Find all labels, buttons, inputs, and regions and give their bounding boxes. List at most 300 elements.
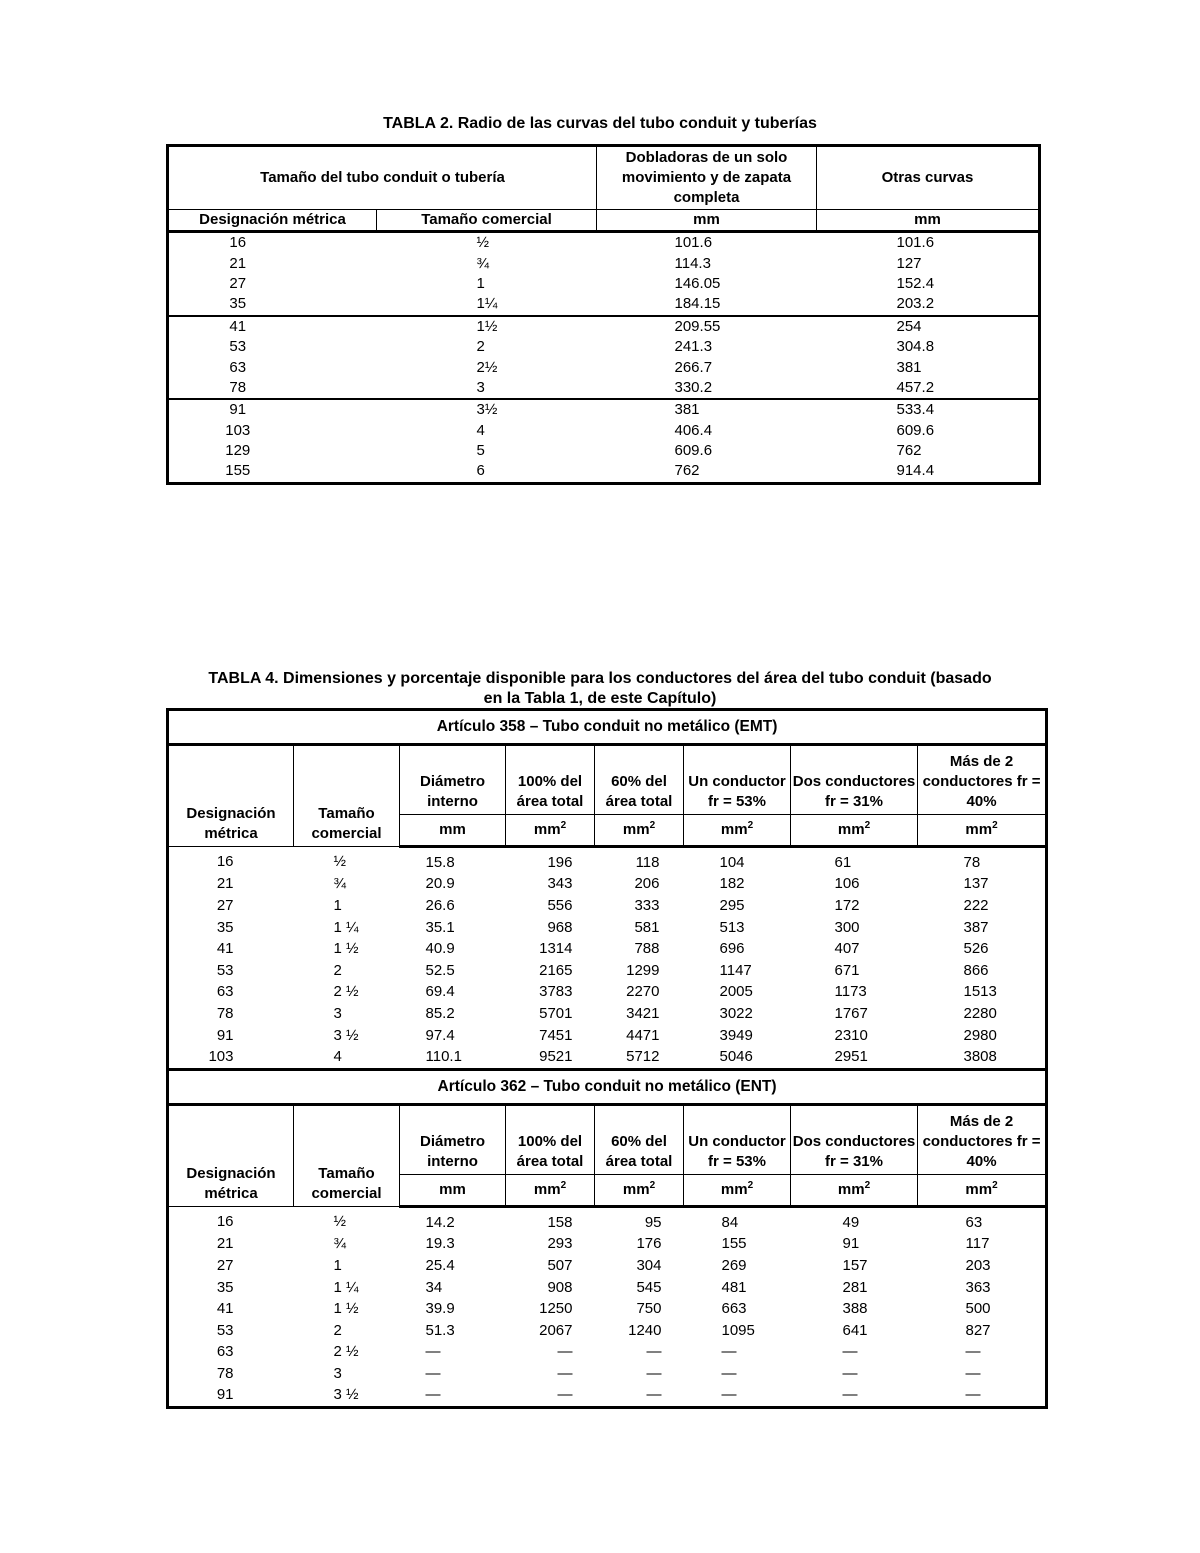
tabla4-un-conductor-cell: 182	[719, 875, 745, 893]
tabla4-un-conductor-cell: 84	[721, 1213, 739, 1231]
tabla4-area60-cell: 304	[636, 1256, 662, 1274]
tabla2-designacion-cell: 103	[225, 421, 251, 439]
tabla2-row	[168, 232, 1040, 254]
tabla4-mas-conductores-cell: 2280	[963, 1004, 997, 1022]
tabla2-dobladoras-cell: 209.55	[674, 317, 721, 335]
tabla4-diametro-cell: —	[425, 1386, 441, 1404]
tabla4-header-area60: 60% del área total	[595, 745, 684, 815]
tabla2-comercial-cell: 2	[476, 338, 485, 356]
tabla4-dos-conductores-cell: 388	[842, 1300, 868, 1318]
tabla4-area100-cell: 158	[547, 1213, 573, 1231]
tabla4-unit-mm: mm	[400, 815, 506, 847]
tabla2-row	[168, 337, 1040, 357]
unit-text: mm	[837, 1180, 865, 1198]
tabla4-designacion-cell: 35	[216, 918, 234, 936]
tabla4-area100-cell: 9521	[539, 1048, 573, 1066]
tabla4-dos-conductores-cell: 106	[834, 875, 860, 893]
tabla4-mas-conductores-cell: 203	[965, 1256, 991, 1274]
tabla4-unit-mm2	[595, 815, 684, 847]
tabla2-comercial-cell: 5	[476, 442, 485, 460]
unit-text: mm	[965, 821, 993, 838]
tabla2-dobladoras-cell: 762	[674, 462, 700, 480]
tabla4-header-diametro: Diámetro interno	[400, 1104, 506, 1174]
tabla4-comercial-cell: ¾	[333, 1235, 347, 1253]
tabla4-un-conductor-cell: 2005	[719, 983, 753, 1001]
tabla4-section-row	[168, 1069, 1047, 1104]
tabla4-area60-cell: 333	[634, 896, 660, 914]
tabla4-header-row	[168, 745, 1047, 815]
tabla2-dobladoras-cell: 266.7	[674, 358, 713, 376]
tabla2-row	[168, 253, 1040, 273]
tabla4-designacion-cell: 41	[216, 940, 234, 958]
tabla4-comercial-cell: 1 ¼	[333, 1278, 359, 1296]
tabla2-body	[168, 232, 1040, 484]
tabla2-otras-cell: 254	[896, 317, 922, 335]
tabla4-area100-cell: 5701	[539, 1004, 573, 1022]
tabla4-area60-cell: 206	[634, 875, 660, 893]
unit-text: mm	[533, 1180, 561, 1198]
tabla4-diametro-cell: 39.9	[425, 1300, 455, 1318]
tabla4-title-line2: en la Tabla 1, de este Capítulo)	[483, 690, 717, 707]
tabla4-row	[168, 1320, 1047, 1342]
tabla4-title	[160, 669, 1040, 709]
tabla4-header-dos-conductores: Dos conductores fr = 31%	[791, 745, 918, 815]
tabla4-dos-conductores-cell: 172	[834, 896, 860, 914]
tabla4-designacion-cell: 78	[216, 1364, 234, 1382]
tabla4-area60-cell: 788	[634, 940, 660, 958]
tabla2-dobladoras-cell: 406.4	[674, 421, 713, 439]
tabla4-dos-conductores-cell: 157	[842, 1256, 868, 1274]
tabla4-row	[168, 1234, 1047, 1256]
tabla4-diametro-cell: 110.1	[425, 1048, 462, 1066]
tabla2-designacion-cell: 78	[168, 378, 377, 399]
tabla4-dos-conductores-cell: 281	[842, 1278, 868, 1296]
tabla2-row	[168, 316, 1040, 337]
tabla4-area100-cell: —	[557, 1364, 573, 1382]
tabla2-header-comercial: Tamaño comercial	[377, 210, 597, 232]
tabla4-mas-conductores-cell: 500	[965, 1300, 991, 1318]
tabla2-comercial-cell: 4	[476, 421, 485, 439]
tabla4-comercial-cell: 2 ½	[333, 983, 359, 1001]
unit-exponent: 2	[560, 1179, 567, 1191]
tabla2-dobladoras-cell: 330.2	[597, 378, 817, 399]
tabla4-header-un-conductor: Un conductor fr = 53%	[684, 1104, 791, 1174]
unit-exponent: 2	[560, 820, 567, 831]
tabla4-area100-cell: 1250	[539, 1300, 573, 1318]
tabla2-row	[168, 357, 1040, 377]
tabla4-unit-mm2	[918, 1174, 1047, 1206]
tabla2-comercial-cell: 1¼	[377, 294, 597, 315]
tabla2-row	[168, 378, 1040, 399]
tabla4-comercial-cell: ¾	[333, 875, 347, 893]
tabla4-body	[168, 710, 1047, 1408]
unit-text: mm	[837, 821, 865, 838]
tabla2-designacion-cell: 155	[225, 462, 251, 480]
tabla4-mas-conductores-cell: 78	[963, 853, 981, 871]
tabla4-area60-cell: 95	[644, 1213, 662, 1231]
tabla4-mas-conductores-cell: —	[965, 1364, 981, 1382]
tabla4-area100-cell: 343	[547, 875, 573, 893]
tabla4-row	[168, 1277, 1047, 1299]
tabla4-area100-cell: 1314	[539, 940, 573, 958]
tabla4-unit-mm2	[791, 1174, 918, 1206]
tabla4-designacion-cell: 16	[216, 1213, 234, 1231]
tabla4-header-area100: 100% del área total	[506, 1104, 595, 1174]
tabla4-comercial-cell: ½	[333, 853, 347, 871]
tabla4-header-diametro: Diámetro interno	[400, 745, 506, 815]
tabla4-designacion-cell: 16	[216, 853, 234, 871]
tabla2-comercial-cell: ¾	[476, 254, 490, 272]
unit-text: mm	[965, 1180, 993, 1198]
tabla4-diametro-cell: 40.9	[425, 940, 455, 958]
unit-exponent: 2	[864, 820, 871, 831]
tabla4-dos-conductores-cell: 1767	[834, 1004, 868, 1022]
tabla4-unit-mm2	[791, 815, 918, 847]
tabla4-area100-cell: 2067	[539, 1321, 573, 1339]
tabla4-designacion-cell: 35	[216, 1278, 234, 1296]
tabla4-mas-conductores-cell: 526	[963, 940, 989, 958]
tabla4-row	[168, 874, 1047, 896]
tabla4-area60-cell: 4471	[626, 1026, 660, 1044]
tabla4-diametro-cell: 35.1	[425, 918, 455, 936]
tabla2-header-mm-otras: mm	[817, 210, 1040, 232]
tabla2-row	[168, 294, 1040, 315]
tabla2-comercial-cell: 1	[476, 274, 485, 292]
tabla4-area100-cell: 2165	[539, 961, 573, 979]
tabla4-diametro-cell: 85.2	[425, 1004, 455, 1022]
tabla2-dobladoras-cell: 114.3	[674, 254, 711, 272]
tabla4-mas-conductores-cell: 387	[963, 918, 989, 936]
tabla4-section-row	[168, 710, 1047, 745]
tabla2-table	[166, 144, 1041, 485]
tabla4-designacion-cell: 53	[216, 961, 234, 979]
tabla4-designacion-cell: 53	[216, 1321, 234, 1339]
tabla4-row	[168, 1046, 1047, 1069]
tabla2-otras-cell: 609.6	[896, 421, 935, 439]
tabla4-comercial-cell: 2 ½	[333, 1343, 359, 1361]
tabla4-area100-cell: 556	[547, 896, 573, 914]
tabla4-comercial-cell: 3 ½	[333, 1026, 359, 1044]
tabla4-header-comercial: Tamaño comercial	[294, 745, 400, 847]
tabla4-comercial-cell: 1 ½	[333, 1300, 359, 1318]
tabla4-dos-conductores-cell: 61	[834, 853, 852, 871]
tabla4-dos-conductores-cell: 641	[842, 1321, 868, 1339]
tabla4-dos-conductores-cell: —	[842, 1343, 858, 1361]
tabla4-comercial-cell: 2	[333, 961, 342, 979]
tabla4-header-area60: 60% del área total	[595, 1104, 684, 1174]
tabla4-un-conductor-cell: 269	[721, 1256, 747, 1274]
tabla4-row	[168, 982, 1047, 1004]
tabla4-row	[168, 895, 1047, 917]
tabla4-un-conductor-cell: 1095	[721, 1321, 755, 1339]
tabla4-un-conductor-cell: 3022	[719, 1004, 753, 1022]
tabla2-designacion-cell: 41	[229, 317, 247, 335]
tabla4-unit-mm2	[684, 1174, 791, 1206]
tabla4-dos-conductores-cell: 49	[842, 1213, 860, 1231]
unit-text: mm	[622, 821, 650, 838]
tabla4-dos-conductores-cell: 2310	[834, 1026, 868, 1044]
unit-text: mm	[720, 1180, 748, 1198]
tabla2-dobladoras-cell: 241.3	[674, 338, 713, 356]
tabla4-area100-cell: 507	[547, 1256, 573, 1274]
tabla2-header-designacion: Designación métrica	[168, 210, 377, 232]
tabla4-mas-conductores-cell: 866	[963, 961, 989, 979]
tabla2-designacion-cell: 129	[225, 442, 251, 460]
tabla4-comercial-cell: 3	[333, 1004, 342, 1022]
tabla4-section-title: Artículo 362 – Tubo conduit no metálico (ENT)	[168, 1069, 1047, 1104]
unit-exponent: 2	[864, 1179, 871, 1191]
tabla2-row	[168, 441, 1040, 461]
tabla2-comercial-cell: 2½	[476, 358, 498, 376]
tabla4-mas-conductores-cell: 2980	[963, 1026, 997, 1044]
tabla4-un-conductor-cell: —	[721, 1343, 737, 1361]
tabla4-area100-cell: —	[557, 1343, 573, 1361]
tabla2-designacion-cell: 53	[229, 338, 247, 356]
tabla4-table	[166, 708, 1048, 1409]
tabla4-diametro-cell: 25.4	[425, 1256, 455, 1274]
tabla4-un-conductor-cell: —	[721, 1386, 737, 1404]
tabla4-un-conductor-cell: 481	[721, 1278, 747, 1296]
tabla4-mas-conductores-cell: 827	[965, 1321, 991, 1339]
tabla4-unit-mm2	[595, 1174, 684, 1206]
tabla4-dos-conductores-cell: 300	[834, 918, 860, 936]
tabla4-dos-conductores-cell: 671	[834, 961, 860, 979]
tabla2-comercial-cell: ½	[476, 234, 490, 252]
tabla4-comercial-cell: 4	[333, 1048, 342, 1066]
tabla2-header-otras: Otras curvas	[817, 146, 1040, 210]
tabla4-mas-conductores-cell: 1513	[963, 983, 997, 1001]
unit-exponent: 2	[992, 820, 998, 831]
tabla4-mas-conductores-cell: 222	[963, 896, 989, 914]
tabla4-diametro-cell: —	[425, 1364, 441, 1382]
tabla4-dos-conductores-cell: 1173	[834, 983, 867, 1001]
tabla4-area60-cell: —	[646, 1364, 662, 1382]
tabla4-header-row	[168, 1104, 1047, 1174]
tabla4-area60-cell: —	[646, 1343, 662, 1361]
tabla4-area60-cell: 176	[636, 1235, 662, 1253]
tabla4-designacion-cell: 27	[216, 896, 234, 914]
unit-text: mm	[533, 821, 561, 838]
tabla4-un-conductor-cell: 5046	[719, 1048, 753, 1066]
tabla4-diametro-cell: —	[425, 1343, 441, 1361]
tabla4-row	[168, 1298, 1047, 1320]
tabla2-designacion-cell: 21	[229, 254, 247, 272]
tabla2-otras-cell: 203.2	[817, 294, 1040, 315]
tabla2-designacion-cell: 63	[229, 358, 247, 376]
tabla2-header-dobladoras: Dobladoras de un solo movimiento y de zapata completa	[597, 146, 817, 210]
tabla4-area60-cell: 1299	[626, 961, 660, 979]
tabla4-un-conductor-cell: 295	[719, 896, 745, 914]
tabla4-diametro-cell: 51.3	[425, 1321, 455, 1339]
tabla4-row	[168, 1255, 1047, 1277]
unit-exponent: 2	[649, 1179, 656, 1191]
tabla2-dobladoras-cell: 101.6	[674, 234, 713, 252]
tabla4-header-mas-conductores: Más de 2 conductores fr = 40%	[918, 1104, 1047, 1174]
tabla4-dos-conductores-cell: 2951	[834, 1048, 868, 1066]
tabla4-header-dos-conductores: Dos conductores fr = 31%	[791, 1104, 918, 1174]
tabla4-dos-conductores-cell: —	[842, 1364, 858, 1382]
tabla4-comercial-cell: 3	[333, 1364, 342, 1382]
tabla2-otras-cell: 127	[896, 254, 922, 272]
unit-exponent: 2	[747, 820, 754, 831]
unit-text: mm	[720, 821, 748, 838]
tabla2-designacion-cell: 91	[229, 401, 247, 419]
tabla4-diametro-cell: 34	[425, 1278, 443, 1296]
tabla2-dobladoras-cell: 184.15	[597, 294, 817, 315]
tabla4-diametro-cell: 97.4	[425, 1026, 455, 1044]
unit-exponent: 2	[992, 1179, 998, 1191]
tabla4-area60-cell: 2270	[626, 983, 660, 1001]
tabla4-diametro-cell: 15.8	[425, 853, 455, 871]
tabla2-dobladoras-cell: 381	[674, 401, 700, 419]
tabla2-header-mm-dobladoras: mm	[597, 210, 817, 232]
tabla4-area60-cell: 581	[634, 918, 660, 936]
tabla2-row	[168, 399, 1040, 420]
tabla4-diametro-cell: 52.5	[425, 961, 455, 979]
tabla4-mas-conductores-cell: 3808	[963, 1048, 997, 1066]
tabla2-designacion-cell: 35	[168, 294, 377, 315]
tabla4-row	[168, 1363, 1047, 1385]
tabla4-row	[168, 1025, 1047, 1047]
tabla4-designacion-cell: 91	[216, 1386, 234, 1404]
tabla2-row	[168, 421, 1040, 441]
tabla4-comercial-cell: 1	[333, 896, 342, 914]
tabla4-unit-mm2	[506, 815, 595, 847]
tabla4-header-area100: 100% del área total	[506, 745, 595, 815]
tabla4-area100-cell: 908	[547, 1278, 573, 1296]
tabla4-mas-conductores-cell: 137	[963, 875, 989, 893]
tabla4-area100-cell: 3783	[539, 983, 573, 1001]
tabla4-title-line1: TABLA 4. Dimensiones y porcentaje disponible para los conductores del área del tubo conduit (basado	[208, 670, 992, 687]
tabla2-dobladoras-cell: 146.05	[674, 274, 721, 292]
tabla4-designacion-cell: 27	[216, 1256, 234, 1274]
unit-text: mm	[622, 1180, 650, 1198]
tabla4-designacion-cell: 41	[216, 1300, 234, 1318]
tabla4-section-title: Artículo 358 – Tubo conduit no metálico (EMT)	[168, 710, 1047, 745]
tabla2-otras-cell: 101.6	[896, 234, 935, 252]
tabla4-header-un-conductor: Un conductor fr = 53%	[684, 745, 791, 815]
tabla4-designacion-cell: 103	[208, 1048, 234, 1066]
tabla4-area100-cell: 968	[547, 918, 573, 936]
tabla4-area60-cell: 118	[635, 853, 660, 871]
tabla4-area100-cell: 196	[547, 853, 573, 871]
tabla4-mas-conductores-cell: —	[965, 1343, 981, 1361]
tabla4-row	[168, 960, 1047, 982]
unit-exponent: 2	[747, 1179, 754, 1191]
tabla4-area100-cell: 293	[547, 1235, 573, 1253]
tabla4-un-conductor-cell: 155	[721, 1235, 747, 1253]
tabla4-dos-conductores-cell: 407	[834, 940, 860, 958]
tabla4-mas-conductores-cell: —	[965, 1386, 981, 1404]
tabla4-header-comercial: Tamaño comercial	[294, 1104, 400, 1206]
tabla4-designacion-cell: 63	[216, 983, 234, 1001]
tabla2-header-tamano: Tamaño del tubo conduit o tubería	[168, 146, 597, 210]
tabla4-comercial-cell: 1 ¼	[333, 918, 359, 936]
tabla2-row	[168, 274, 1040, 294]
tabla4-unit-mm2	[684, 815, 791, 847]
tabla2-comercial-cell: 3½	[476, 401, 498, 419]
tabla4-header-mas-conductores: Más de 2 conductores fr = 40%	[918, 745, 1047, 815]
tabla4-dos-conductores-cell: —	[842, 1386, 858, 1404]
tabla2-designacion-cell: 27	[229, 274, 247, 292]
tabla4-diametro-cell: 14.2	[425, 1213, 455, 1231]
tabla4-dos-conductores-cell: 91	[842, 1235, 860, 1253]
tabla2-comercial-cell: 6	[476, 462, 485, 480]
tabla4-row	[168, 917, 1047, 939]
tabla4-diametro-cell: 69.4	[425, 983, 455, 1001]
tabla4-mas-conductores-cell: 63	[965, 1213, 983, 1231]
tabla2-otras-cell: 533.4	[896, 401, 935, 419]
tabla4-comercial-cell: 1 ½	[333, 940, 359, 958]
tabla4-area100-cell: 7451	[539, 1026, 573, 1044]
tabla4-comercial-cell: 3 ½	[333, 1386, 359, 1404]
tabla4-un-conductor-cell: 3949	[719, 1026, 753, 1044]
tabla4-designacion-cell: 21	[216, 1235, 234, 1253]
tabla4-designacion-cell: 63	[216, 1343, 234, 1361]
unit-exponent: 2	[649, 820, 656, 831]
tabla4-diametro-cell: 26.6	[425, 896, 455, 914]
tabla4-area60-cell: 3421	[626, 1004, 660, 1022]
tabla4-designacion-cell: 21	[216, 875, 234, 893]
tabla4-row	[168, 1342, 1047, 1364]
tabla4-area60-cell: —	[646, 1386, 662, 1404]
tabla2-title: TABLA 2. Radio de las curvas del tubo conduit y tuberías	[383, 115, 817, 132]
tabla4-comercial-cell: ½	[333, 1213, 347, 1231]
tabla4-un-conductor-cell: 1147	[719, 961, 752, 979]
tabla4-row	[168, 1206, 1047, 1233]
tabla4-diametro-cell: 19.3	[425, 1235, 455, 1253]
tabla2-otras-cell: 304.8	[896, 338, 935, 356]
tabla4-mas-conductores-cell: 363	[965, 1278, 991, 1296]
tabla4-designacion-cell: 78	[216, 1004, 234, 1022]
tabla4-unit-mm: mm	[400, 1174, 506, 1206]
tabla2-row	[168, 461, 1040, 483]
tabla4-area60-cell: 545	[636, 1278, 662, 1296]
tabla4-comercial-cell: 2	[333, 1321, 342, 1339]
tabla4-row	[168, 1385, 1047, 1408]
tabla4-un-conductor-cell: —	[721, 1364, 737, 1382]
tabla2-dobladoras-cell: 609.6	[674, 442, 713, 460]
tabla4-row	[168, 1003, 1047, 1025]
tabla4-header-designacion: Designación métrica	[168, 745, 294, 847]
tabla4-un-conductor-cell: 663	[721, 1300, 747, 1318]
tabla4-un-conductor-cell: 104	[719, 853, 745, 871]
tabla4-area60-cell: 5712	[626, 1048, 660, 1066]
tabla2-otras-cell: 914.4	[896, 462, 935, 480]
tabla4-un-conductor-cell: 696	[719, 940, 745, 958]
tabla4-area100-cell: —	[557, 1386, 573, 1404]
tabla4-area60-cell: 750	[636, 1300, 662, 1318]
tabla4-row	[168, 847, 1047, 874]
tabla4-comercial-cell: 1	[333, 1256, 342, 1274]
tabla4-unit-mm2	[918, 815, 1047, 847]
tabla2-comercial-cell: 1½	[476, 317, 498, 335]
tabla2-otras-cell: 152.4	[896, 274, 935, 292]
tabla2-otras-cell: 381	[896, 358, 922, 376]
tabla4-header-designacion: Designación métrica	[168, 1104, 294, 1206]
tabla4-unit-mm2	[506, 1174, 595, 1206]
tabla2-otras-cell: 762	[896, 442, 922, 460]
tabla2-designacion-cell: 16	[229, 234, 247, 252]
tabla2-otras-cell: 457.2	[817, 378, 1040, 399]
tabla4-diametro-cell: 20.9	[425, 875, 455, 893]
tabla2-comercial-cell: 3	[377, 378, 597, 399]
tabla4-mas-conductores-cell: 117	[965, 1235, 990, 1253]
tabla4-area60-cell: 1240	[628, 1321, 662, 1339]
tabla4-designacion-cell: 91	[216, 1026, 234, 1044]
tabla4-un-conductor-cell: 513	[719, 918, 745, 936]
tabla4-row	[168, 938, 1047, 960]
